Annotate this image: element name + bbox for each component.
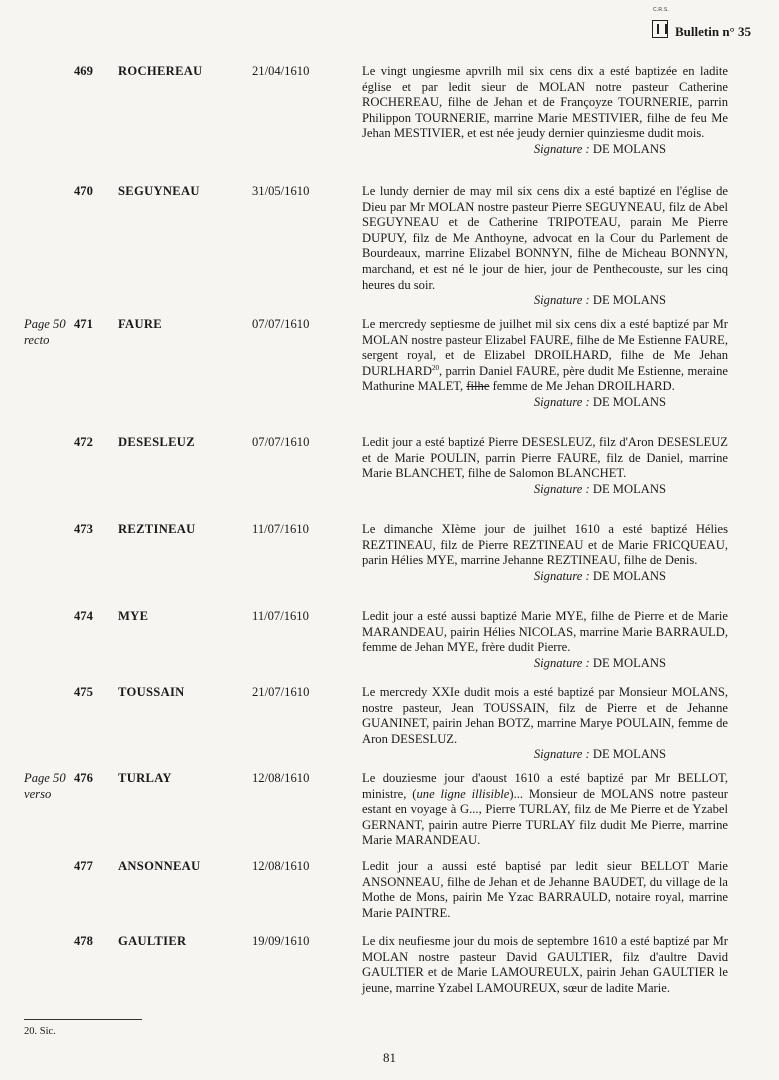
entry-number: 474 [74,609,93,623]
entry-number: 475 [74,685,93,699]
entry-number: 471 [74,317,93,331]
entry-text: Le mercredy XXIe dudit mois a esté baptizé par Monsieur MOLANS, nostre pasteur, Jean TOUSSAIN, filz de Pierre et de Jehanne GUANINET, pairin Jehan BOTZ, marrine Marye POULAIN, femme de Aron DESESLUZ. Signature : DE MOLANS [362,685,728,762]
entry-number: 469 [74,64,93,78]
entry-date: 21/07/1610 [252,685,310,699]
entry-date: 12/08/1610 [252,771,310,785]
page-header [652,7,751,39]
entry-date: 21/04/1610 [252,64,310,78]
entry-surname: DESESLEUZ [118,435,195,449]
entry-text: Le douziesme jour d'aoust 1610 a esté baptizé par Mr BELLOT, ministre, (une ligne illisible)... Monsieur de MOLANS notre pasteur estant en voyage à G..., Pierre TURLAY, filz de Me Pierre et de Yzabel GERNANT, pairin autre Pierre TURLAY filz dudit Me Pierre, marrine Marie MARANDEAU. [362,771,729,848]
entry-surname: GAULTIER [118,934,187,948]
signature: Signature : DE MOLANS [533,394,666,409]
entry-date: 07/07/1610 [252,317,310,331]
entry-surname: FAURE [118,317,162,331]
entry-date: 11/07/1610 [252,609,309,623]
entry-text: Ledit jour a esté aussi baptizé Marie MYE, filhe de Pierre et de Marie MARANDEAU, pairin Hélies NICOLAS, marrine Marie BARRAULD, femme de Jehan MYE, frère dudit Pierre. Signature : DE MOLANS [362,609,728,670]
entry-text: Le mercredy septiesme de juilhet mil six cens dix a esté baptizé par Mr MOLAN nostre pasteur Elizabel FAURE, filhe de Me Estienne FAURE, sergent royal, et de Elizabel DROILHARD, filhe de Me Jehan DURLHARD$^{20}$, parrin Daniel FAURE, père dudit Me Estienne, meraine Mathurine MALET, filhe femme de Me Jehan DROILHARD. Signature : DE MOLANS [362,317,728,409]
entry-date: 12/08/1610 [252,859,310,873]
entry-text: Le dimanche XIème jour de juilhet 1610 a esté baptizé Hélies REZTINEAU, filz de Pierre REZTINEAU et de Marie FRICQUEAU, parin Hélies MYE, marrine Jehanne REZTINEAU, filhe de Denis. Signature : DE MOLANS [362,522,728,583]
entry-surname: TOUSSAIN [118,685,185,699]
entry-date: 31/05/1610 [252,184,310,198]
footnote-mark: 20 [431,363,439,372]
signature: Signature : DE MOLANS [533,568,666,583]
struck-word: filhe [466,379,490,394]
entry-surname: ROCHEREAU [118,64,203,78]
page-reference: Page 50 recto [24,317,66,347]
entry-text: Ledit jour a aussi esté baptisé par ledit sieur BELLOT Marie ANSONNEAU, filhe de Jehan et de Jehanne BAUDET, du village de la Mothe de Mons, pairin Me Yzac BARRAULD, notaire royal, marrine Marie PAINTRE. [362,859,728,920]
entry-text: Le vingt ungiesme apvrilh mil six cens dix a esté baptizée en ladite église et par ledit sieur de MOLAN notre pasteur Catherine ROCHEREAU, filhe de Jehan et de Françoyze TOURNERIE, parrin Philippon TOURNERIE, marrine Marie MESTIVIER, filhe de feu Me Jehan MESTIVIER, et est née jeudy dernier quinziesme dudit mois. Signature : DE MOLANS [362,64,728,156]
entry-surname: REZTINEAU [118,522,196,536]
entry-text: Le dix neufiesme jour du mois de septembre 1610 a esté baptizé par Mr MOLAN nostre pasteur David GAULTIER, filz d'aultre David GAULTIER et de Marie LAMOUREULX, pairin Jehan GAULTIER le jeune, marrine Yzabel LAMOUREUX, sœur de ladite Marie. [362,934,728,995]
logo-text: C.R.S. [653,7,669,13]
entry-date: 07/07/1610 [252,435,310,449]
bulletin-logo-icon [652,7,670,38]
entry-number: 476 [74,771,93,785]
entry-date: 19/09/1610 [252,934,310,948]
entry-date: 11/07/1610 [252,522,309,536]
entry-surname: ANSONNEAU [118,859,201,873]
signature: Signature : DE MOLANS [533,141,666,156]
entry-text: Le lundy dernier de may mil six cens dix a esté baptizé en l'église de Dieu par Mr MOLAN nostre pasteur Pierre SEGUYNEAU, filz de Abel SEGUYNEAU et de Catherine TRIPOTEAU, parain Me Pierre DUPUY, filz de Me Anthoyne, advocat en la Cour du Parlement de Bourdeaux, marrine Elizabel BONNYN, filhe de Micheau BONNYN, marchand, et est né le jour de hier, jour de Penthecouste, sur les cinq heures du soir. Signature : DE MOLANS [362,184,728,308]
entry-number: 472 [74,435,93,449]
entry-number: 473 [74,522,93,536]
signature: Signature : DE MOLANS [533,293,666,308]
entry-number: 478 [74,934,93,948]
entry-surname: SEGUYNEAU [118,184,200,198]
footnote-divider [24,1019,142,1020]
signature: Signature : DE MOLANS [533,481,666,496]
bulletin-number: Bulletin n° 35 [675,24,751,39]
page-reference: Page 50 verso [24,771,66,801]
entry-surname: TURLAY [118,771,172,785]
signature: Signature : DE MOLANS [533,655,666,670]
illegible-note: une ligne illisible [416,786,510,801]
page-number: 81 [383,1050,396,1065]
entry-text: Ledit jour a esté baptizé Pierre DESESLEUZ, filz d'Aron DESESLEUZ et de Marie POULIN, parrin Pierre FAURE, filz de Daniel, marrine Marie BLANCHET, filhe de Salomon BLANCHET. Signature : DE MOLANS [362,435,728,496]
entry-number: 470 [74,184,93,198]
entry-surname: MYE [118,609,149,623]
entry-number: 477 [74,859,93,873]
signature: Signature : DE MOLANS [533,747,666,762]
footnote: 20. Sic. [24,1026,56,1037]
